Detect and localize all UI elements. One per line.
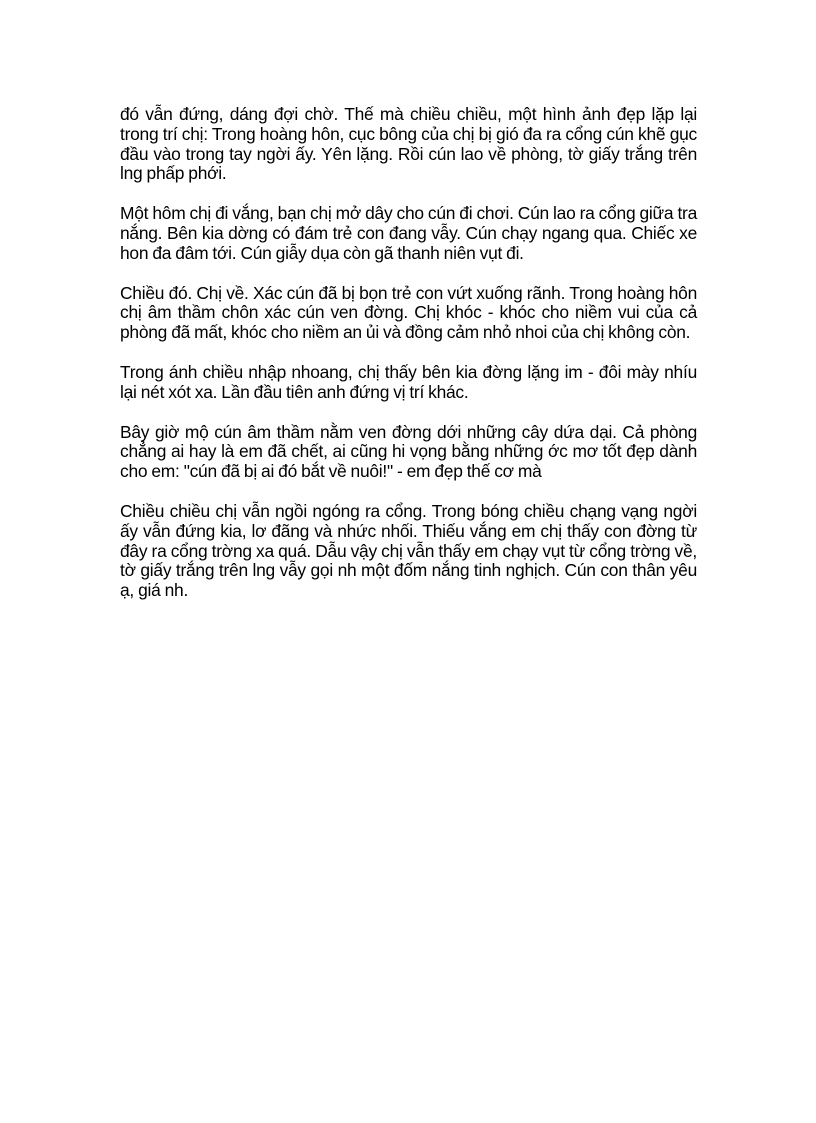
paragraph-4: Trong ánh chiều nhập nhoang, chị thấy bên kia đờng lặng im - đôi mày nhíu lại nét xót xa. Lần đầu tiên anh đứng vị trí khác. [120, 361, 697, 402]
paragraph-3: Chiều đó. Chị về. Xác cún đã bị bọn trẻ con vứt xuống rãnh. Trong hoàng hôn chị âm thầm chôn xác cún ven đờng. Chị khóc - khóc cho niềm vui của cả phòng đã mất, khóc cho niềm an ủi và đồng cảm nhỏ nhoi của chị không còn. [120, 282, 697, 343]
paragraph-1: đó vẫn đứng, dáng đợi chờ. Thế mà chiều chiều, một hình ảnh đẹp lặp lại trong trí chị: Trong hoàng hôn, cục bông của chị bị gió đa ra cổng cún khẽ gục đầu vào trong tay ngời ấy. Yên lặng. Rồi cún lao về phòng, tờ giấy trắng trên lng phấp phới. [120, 104, 697, 184]
document-body [120, 105, 697, 621]
paragraph-6: Chiều chiều chị vẫn ngồi ngóng ra cổng. Trong bóng chiều chạng vạng ngời ấy vẫn đứng kia, lơ đãng và nhức nhối. Thiếu vắng em chị thấy con đờng từ đây ra cổng trờng xa quá. Dẫu vậy chị vẫn thấy em chạy vụt từ cổng trờng về, tờ giấy trắng trên lng vẫy gọi nh một đốm nắng tinh nghịch. Cún con thân yêu ạ, giá nh. [120, 500, 697, 601]
paragraph-5: Bây giờ mộ cún âm thầm nằm ven đờng dới những cây dứa dại. Cả phòng chẳng ai hay là em đã chết, ai cũng hi vọng bằng những ớc mơ tốt đẹp dành cho em: "cún đã bị ai đó bắt về nuôi!" - em đẹp thế cơ mà [120, 421, 697, 482]
paragraph-2: Một hôm chị đi vắng, bạn chị mở dây cho cún đi chơi. Cún lao ra cổng giữa tra nắng. Bên kia dờng có đám trẻ con đang vẫy. Cún chạy ngang qua. Chiếc xe hon đa đâm tới. Cún giẫy dụa còn gã thanh niên vụt đi. [120, 203, 697, 263]
